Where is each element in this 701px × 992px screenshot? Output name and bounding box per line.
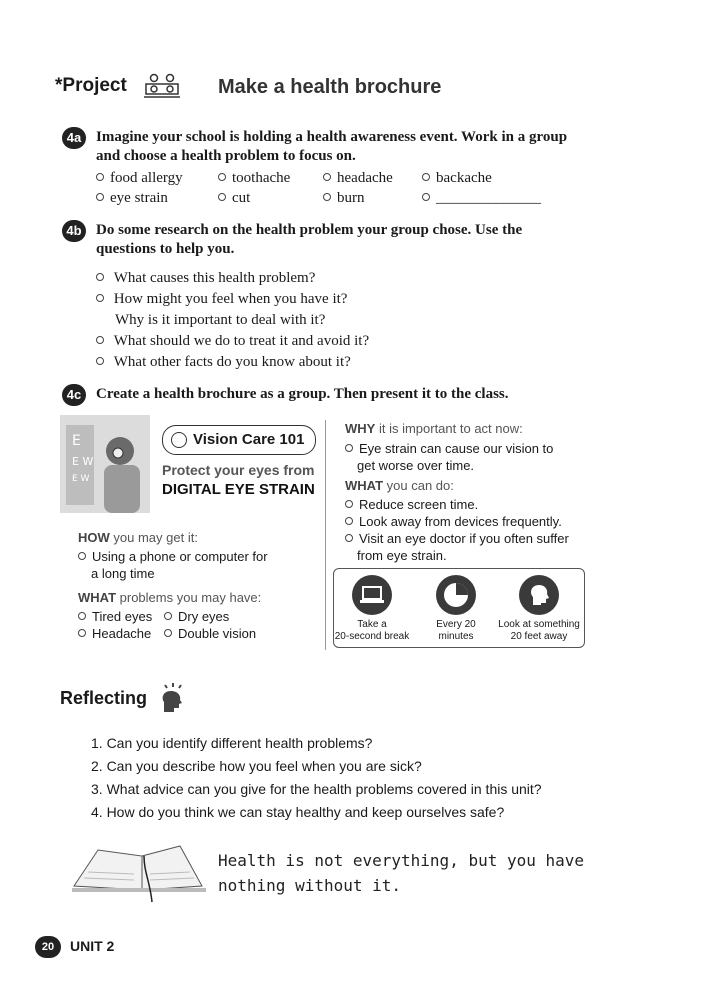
question-item: What other facts do you know about it? <box>96 352 351 373</box>
option-item: toothache <box>218 170 290 187</box>
reflect-question: 3. What advice can you give for the health problems covered in this unit? <box>91 781 542 797</box>
problem-item: Headache <box>78 625 151 642</box>
why-item: Eye strain can cause our vision to <box>345 440 553 457</box>
project-title: Make a health brochure <box>218 76 442 98</box>
option-blank: ______________ <box>422 190 541 207</box>
svg-text:E: E <box>72 433 81 449</box>
do-item: Visit an eye doctor if you often suffer <box>345 530 569 547</box>
why-item-cont: get worse over time. <box>357 458 475 473</box>
tip-caption: Every 20 minutes <box>436 619 476 642</box>
tip-caption: Look at something 20 feet away <box>498 619 580 642</box>
option-item: burn <box>323 190 365 207</box>
eye-exam-photo <box>60 415 150 513</box>
open-book-icon <box>70 842 210 904</box>
protect-heading: Protect your eyes from <box>162 462 315 478</box>
problem-item: Dry eyes <box>164 608 229 625</box>
head-icon <box>519 575 559 615</box>
step-4a-badge: 4a <box>62 127 86 149</box>
step-4b-instruction-1: Do some research on the health problem your group chose. Use the <box>96 222 523 238</box>
problem-item: Tired eyes <box>78 608 152 625</box>
laptop-icon <box>352 575 392 615</box>
digital-eye-strain-heading: DIGITAL EYE STRAIN <box>162 481 315 498</box>
project-label: *Project <box>55 75 127 96</box>
tip-caption: Take a 20-second break <box>334 619 410 642</box>
eye-icon <box>171 432 187 448</box>
group-work-icon <box>143 72 181 100</box>
how-item-cont: a long time <box>91 566 155 581</box>
reflect-question: 1. Can you identify different health problems? <box>91 735 373 751</box>
tips-box <box>333 568 585 648</box>
option-item: eye strain <box>96 190 168 207</box>
option-item: cut <box>218 190 250 207</box>
do-item: Reduce screen time. <box>345 496 478 513</box>
how-item: Using a phone or computer for <box>78 548 268 565</box>
step-4c-badge: 4c <box>62 384 86 406</box>
option-item: headache <box>323 170 393 187</box>
option-item: backache <box>422 170 492 187</box>
do-item-cont: from eye strain. <box>357 548 447 563</box>
question-item: How might you feel when you have it? <box>96 289 347 310</box>
thinking-head-icon <box>160 682 186 714</box>
question-item-cont: Why is it important to deal with it? <box>115 312 326 328</box>
step-4a-instruction-2: and choose a health problem to focus on. <box>96 148 356 164</box>
eye-chart-illustration <box>60 415 150 513</box>
svg-text:E W: E W <box>72 474 90 484</box>
option-item: food allergy <box>96 170 183 187</box>
brochure-divider <box>325 420 326 650</box>
unit-label: UNIT 2 <box>70 938 115 954</box>
question-item: What should we do to treat it and avoid it? <box>96 331 369 352</box>
problem-item: Double vision <box>164 625 256 642</box>
page-number: 20 <box>35 936 61 958</box>
how-heading: HOW you may get it: <box>78 530 198 545</box>
reflect-question: 2. Can you describe how you feel when you are sick? <box>91 758 422 774</box>
clock-icon <box>436 575 476 615</box>
why-heading: WHY it is important to act now: <box>345 421 523 436</box>
step-4a-instruction-1: Imagine your school is holding a health awareness event. Work in a group <box>96 129 568 145</box>
step-4b-instruction-2: questions to help you. <box>96 241 235 257</box>
reflecting-title: Reflecting <box>60 688 148 708</box>
step-4b-badge: 4b <box>62 220 86 242</box>
reflect-question: 4. How do you think we can stay healthy and keep ourselves safe? <box>91 804 505 820</box>
step-4c-instruction: Create a health brochure as a group. Then present it to the class. <box>96 386 509 402</box>
vision-care-title: Vision Care 101 <box>162 425 316 455</box>
svg-text:E W: E W <box>72 455 94 468</box>
question-item: What causes this health problem? <box>96 268 315 289</box>
health-quote: Health is not everything, but you have nothing without it. <box>218 851 585 895</box>
problems-heading: WHAT problems you may have: <box>78 590 262 605</box>
do-item: Look away from devices frequently. <box>345 513 562 530</box>
what-do-heading: WHAT you can do: <box>345 478 454 493</box>
